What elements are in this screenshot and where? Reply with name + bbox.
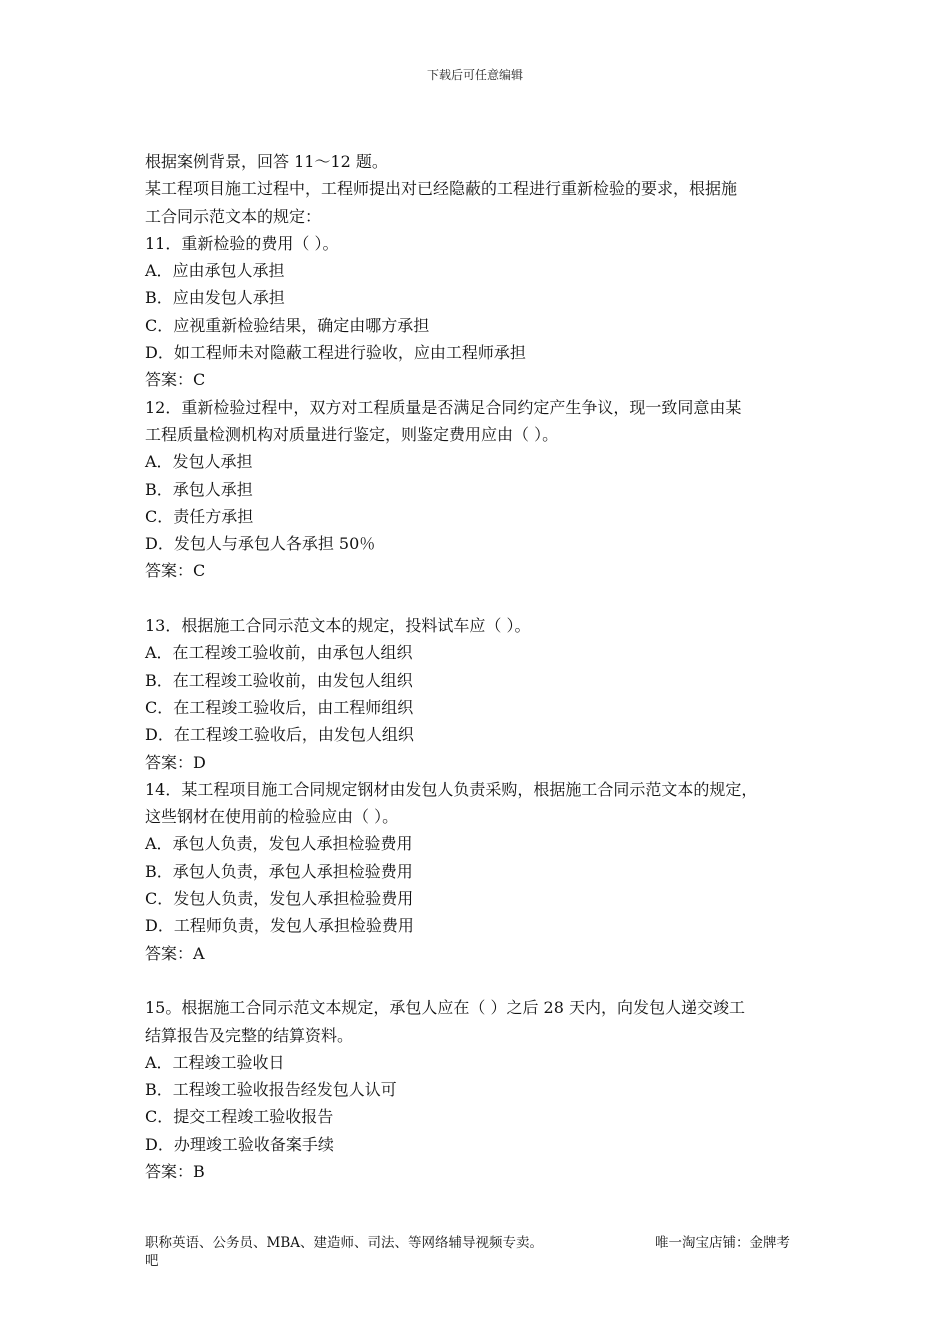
answer: 答案：A (145, 943, 205, 963)
question-stem-line-2: 结算报告及完整的结算资料。 (145, 1025, 354, 1045)
option-a: A．应由承包人承担 (145, 261, 285, 281)
option-a: A．发包人承担 (145, 452, 253, 472)
page-footer (145, 1234, 805, 1270)
question-stem: 13．根据施工合同示范文本的规定，投料试车应（ ）。 (145, 616, 531, 636)
question-stem-line-1: 15。根据施工合同示范文本规定，承包人应在（ ）之后 28 天内，向发包人递交竣工 (145, 998, 745, 1018)
option-d: D．工程师负责，发包人承担检验费用 (145, 916, 414, 936)
case-text-line-2: 工合同示范文本的规定： (145, 206, 322, 226)
case-text-line-1: 某工程项目施工过程中，工程师提出对已经隐蔽的工程进行重新检验的要求，根据施 (145, 179, 738, 199)
option-c: C．在工程竣工验收后，由工程师组织 (145, 697, 414, 717)
question-stem-line-1: 12．重新检验过程中，双方对工程质量是否满足合同约定产生争议，现一致同意由某 (145, 397, 742, 417)
answer: 答案：C (145, 561, 206, 581)
option-b: B．承包人负责，承包人承担检验费用 (145, 861, 413, 881)
blank-line (145, 967, 825, 994)
footer-right-text: 唯一淘宝店铺：金牌考 (655, 1235, 790, 1251)
intro-text: 根据案例背景，回答 11～12 题。 (145, 152, 388, 171)
option-d: D．发包人与承包人各承担 50％ (145, 534, 376, 554)
question-15 (145, 994, 825, 1185)
page-header: 下载后可任意编辑 (426, 68, 523, 82)
option-c: C．发包人负责，发包人承担检验费用 (145, 889, 414, 909)
option-b: B．工程竣工验收报告经发包人认可 (145, 1080, 397, 1100)
option-d: D．如工程师未对隐蔽工程进行验收，应由工程师承担 (145, 343, 526, 363)
question-stem-line-1: 14．某工程项目施工合同规定钢材由发包人负责采购，根据施工合同示范文本的规定， (145, 779, 758, 799)
option-d: D．办理竣工验收备案手续 (145, 1134, 334, 1154)
answer: 答案：C (145, 370, 206, 390)
question-13 (145, 612, 825, 776)
option-b: B．承包人承担 (145, 479, 253, 499)
question-stem-line-2: 工程质量检测机构对质量进行鉴定，则鉴定费用应由（ ）。 (145, 424, 559, 444)
question-stem-line-2: 这些钢材在使用前的检验应由（ ）。 (145, 807, 399, 827)
option-c: C．责任方承担 (145, 506, 254, 526)
option-d: D．在工程竣工验收后，由发包人组织 (145, 725, 414, 745)
footer-left-text: 职称英语、公务员、MBA、建造师、司法、等网络辅导视频专卖。 (145, 1235, 543, 1251)
question-12 (145, 394, 825, 585)
question-14 (145, 776, 825, 967)
option-a: A．在工程竣工验收前，由承包人组织 (145, 643, 413, 663)
option-c: C．应视重新检验结果，确定由哪方承担 (145, 315, 430, 335)
option-b: B．在工程竣工验收前，由发包人组织 (145, 670, 413, 690)
document-body (145, 148, 825, 1185)
option-a: A．工程竣工验收日 (145, 1052, 285, 1072)
blank-line (145, 585, 825, 612)
answer: 答案：D (145, 752, 206, 772)
option-b: B．应由发包人承担 (145, 288, 285, 308)
footer-wrap-text: 吧 (145, 1253, 159, 1269)
option-a: A．承包人负责，发包人承担检验费用 (145, 834, 413, 854)
option-c: C．提交工程竣工验收报告 (145, 1107, 334, 1127)
question-11 (145, 230, 825, 394)
answer: 答案：B (145, 1161, 205, 1181)
question-stem: 11．重新检验的费用（ ）。 (145, 233, 339, 253)
